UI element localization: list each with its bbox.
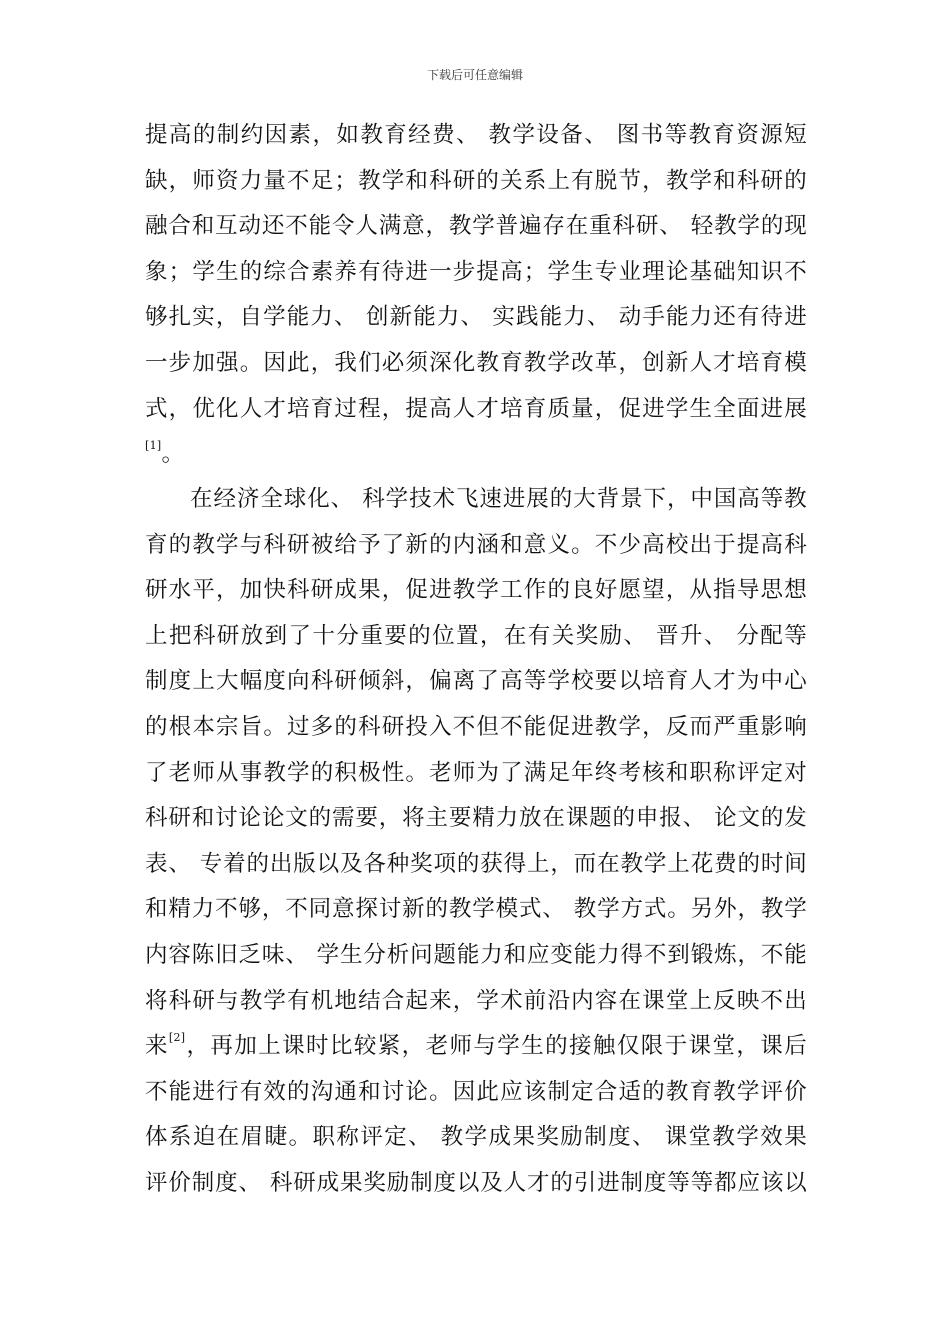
text-line: 制度上大幅度向科研倾斜，偏离了高等学校要以培育人才为中心 <box>145 668 807 695</box>
text-line: 将科研与教学有机地结合起来，学术前沿内容在课堂上反映不出 <box>145 987 807 1014</box>
text-line: 的根本宗旨。过多的科研投入不但不能促进教学，反而严重影响 <box>145 713 807 740</box>
paragraph-2 <box>145 477 807 1207</box>
text-line: 上把科研放到了十分重要的位置，在有关奖励、 晋升、 分配等 <box>145 622 807 649</box>
citation-line <box>145 432 807 478</box>
citation-tail: ，再加上课时比较紧，老师与学生的接触仅限于课堂，课后 <box>185 1033 807 1060</box>
text-line: 研水平，加快科研成果，促进教学工作的良好愿望，从指导思想 <box>145 577 807 604</box>
text-line: 在经济全球化、 科学技术飞速进展的大背景下，中国高等教 <box>190 486 807 512</box>
citation-ref: [1] <box>145 439 162 453</box>
text-line: 式，优化人才培育过程，提高人才培育质量，促进学生全面进展 <box>145 395 807 422</box>
text-line: 育的教学与科研被给予了新的内涵和意义。不少高校出于提高科 <box>145 531 807 558</box>
text-line: 内容陈旧乏味、 学生分析问题能力和应变能力得不到锻炼，不能 <box>145 941 807 968</box>
citation-ref: [2] <box>168 1031 186 1045</box>
paragraph-1 <box>145 113 807 478</box>
text-line: 够扎实，自学能力、 创新能力、 实践能力、 动手能力还有待进 <box>145 304 807 331</box>
citation-head: 来 <box>145 1033 169 1060</box>
text-line: 象；学生的综合素养有待进一步提高；学生专业理论基础知识不 <box>145 258 807 285</box>
text-line: 提高的制约因素，如教育经费、 教学设备、 图书等教育资源短 <box>145 122 807 148</box>
text-line: 评价制度、 科研成果奖励制度以及人才的引进制度等等都应该以 <box>145 1169 807 1196</box>
text-line: 了老师从事教学的积极性。老师为了满足年终考核和职称评定对 <box>145 759 807 786</box>
text-line: 融合和互动还不能令人满意，教学普遍存在重科研、 轻教学的现 <box>145 213 807 240</box>
citation-tail: 。 <box>161 441 185 468</box>
header-note: 下载后可任意编辑 <box>426 68 523 82</box>
text-line: 不能进行有效的沟通和讨论。因此应该制定合适的教育教学评价 <box>145 1078 807 1105</box>
citation-line <box>145 1024 807 1070</box>
text-line: 和精力不够，不同意探讨新的教学模式、 教学方式。另外，教学 <box>145 896 807 923</box>
text-line: 体系迫在眉睫。职称评定、 教学成果奖励制度、 课堂教学效果 <box>145 1124 807 1151</box>
text-line: 一步加强。因此，我们必须深化教育教学改革，创新人才培育模 <box>145 349 807 376</box>
text-line: 科研和讨论论文的需要，将主要精力放在课题的申报、 论文的发 <box>145 805 807 832</box>
text-line: 缺，师资力量不足；教学和科研的关系上有脱节，教学和科研的 <box>145 167 807 194</box>
text-line: 表、 专着的出版以及各种奖项的获得上，而在教学上花费的时间 <box>145 850 807 877</box>
